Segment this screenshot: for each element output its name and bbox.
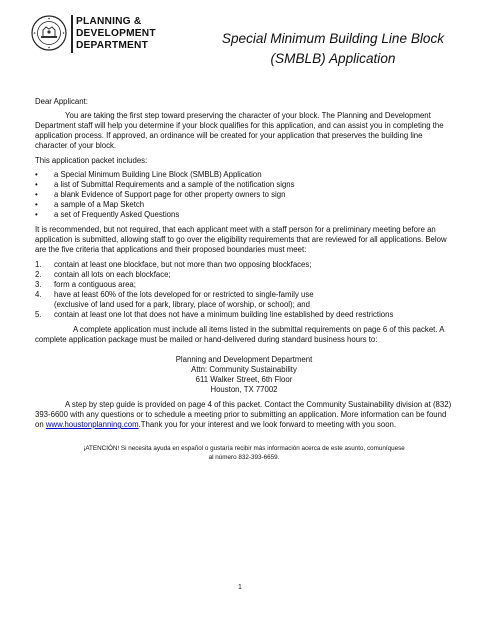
- guide-text-end: .Thank you for your interest and we look forward to meeting with you soon.: [138, 420, 397, 429]
- intro-paragraph: You are taking the first step toward preserving the character of your block. The Planning and Development Department staff will help you determine if your block qualifies for this application, and can assist you in completing the application process. If approved, an ordinance will be created for your application that preserves the building line character of your block.: [35, 111, 444, 150]
- criteria-item: [35, 310, 453, 320]
- guide-paragraph: [35, 400, 453, 430]
- criteria-item: [35, 260, 453, 270]
- spanish-notice-line: al número 832-393-6659.: [208, 454, 280, 461]
- complete-application-paragraph: A complete application must include all items listed in the submittal requirements on page 6 of this packet. A complete application package must be mailed or hand-delivered during standard business hours to:: [35, 325, 444, 344]
- page-number: 1: [238, 584, 242, 591]
- address-line: Attn: Community Sustainability: [191, 365, 297, 374]
- criteria-text: contain at least one lot that does not have a minimum building line established by deed restrictions: [54, 310, 394, 319]
- address-line: Houston, TX 77002: [210, 385, 278, 394]
- spanish-notice: [35, 444, 453, 462]
- list-item-text: a list of Submittal Requirements and a sample of the notification signs: [54, 180, 295, 189]
- criteria-list: [35, 260, 453, 320]
- criteria-number: 4.: [35, 290, 42, 299]
- recommendation-paragraph: It is recommended, but not required, that each applicant meet with a staff person for a preliminary meeting before an application is submitted, allowing staff to go over the eligibility requirements that are reviewed for all applications. Below are the five criteria that applications and their proposed boundaries must meet:: [35, 225, 447, 254]
- criteria-text: contain all lots on each blockface;: [54, 270, 171, 279]
- criteria-number: 3.: [35, 280, 42, 289]
- address-line: 611 Walker Street, 6th Floor: [195, 375, 293, 384]
- city-seal-logo: [31, 15, 67, 51]
- criteria-item: [35, 270, 453, 280]
- department-line: DEPARTMENT: [76, 40, 148, 51]
- criteria-number: 5.: [35, 310, 42, 319]
- header-divider: [71, 15, 73, 53]
- list-item-text: a blank Evidence of Support page for other property owners to sign: [54, 190, 286, 199]
- criteria-text: form a contiguous area;: [54, 280, 136, 289]
- criteria-text: have at least 60% of the lots developed for or restricted to single-family use: [54, 290, 314, 299]
- list-item: [35, 190, 453, 200]
- criteria-text: contain at least one blockface, but not more than two opposing blockfaces;: [54, 260, 312, 269]
- document-title: [206, 29, 460, 69]
- list-item-text: a Special Minimum Building Line Block (SMBLB) Application: [54, 170, 262, 179]
- document-title-line2: (SMBLB) Application: [270, 51, 396, 66]
- department-name: [76, 16, 156, 52]
- salutation: Dear Applicant:: [35, 97, 88, 106]
- criteria-subtext: (exclusive of land used for a park, library, place of worship, or school); and: [54, 300, 310, 309]
- criteria-item: [35, 280, 453, 290]
- packet-contents-list: [35, 170, 453, 220]
- document-title-line1: Special Minimum Building Line Block: [221, 31, 445, 46]
- bullet-icon: •: [35, 200, 38, 209]
- bullet-icon: •: [35, 190, 38, 199]
- spanish-notice-line: ¡ATENCIÓN! Si necesita ayuda en español o gustaría recibir más información acerca de este asunto, comuníquese: [83, 445, 405, 452]
- list-item: [35, 170, 453, 180]
- criteria-item: [35, 290, 453, 310]
- list-item: [35, 210, 453, 220]
- address-line: Planning and Development Department: [175, 355, 313, 364]
- list-item-text: a set of Frequently Asked Questions: [54, 210, 180, 219]
- website-link[interactable]: www.houstonplanning.com: [45, 420, 139, 429]
- guide-text: A step by step guide is provided on page 4 of this packet. Contact the Community Sustainability division at (832) 393-6600 with any questions or to schedule a meeting prior to submitting an application. More information can be found on: [35, 400, 452, 429]
- bullet-icon: •: [35, 210, 38, 219]
- list-item: [35, 200, 453, 210]
- list-item: [35, 180, 453, 190]
- bullet-icon: •: [35, 170, 38, 179]
- mailing-address: [35, 355, 453, 395]
- department-line: DEVELOPMENT: [76, 28, 156, 39]
- criteria-number: 2.: [35, 270, 42, 279]
- criteria-number: 1.: [35, 260, 42, 269]
- bullet-icon: •: [35, 180, 38, 189]
- list-item-text: a sample of a Map Sketch: [54, 200, 145, 209]
- department-line: PLANNING &: [76, 16, 142, 27]
- packet-intro: This application packet includes:: [35, 156, 148, 165]
- letter-body: [35, 97, 453, 462]
